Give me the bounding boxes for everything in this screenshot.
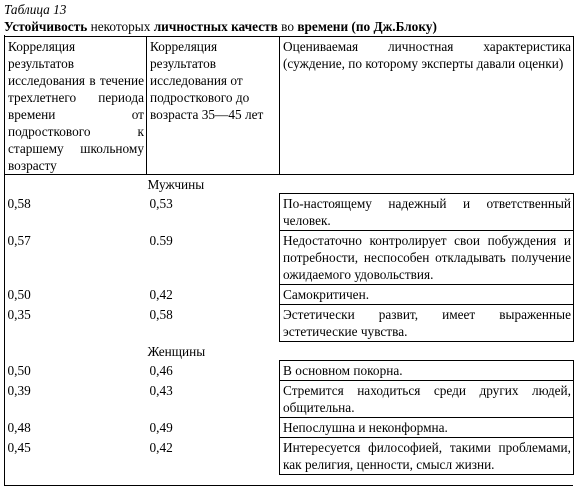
cell-characteristic: Недостаточно контролирует свои побуждения и потребности, неспособен откладывать получение ожидаемого удовольствия. [280,231,574,285]
header-row [5,37,574,175]
stability-table [4,36,574,475]
table-row [5,361,574,381]
cell-teen-to-school: 0,39 [7,382,31,398]
cell-teen-to-adult: 0,42 [149,439,173,455]
cell-teen-to-school: 0,35 [7,306,31,322]
title-part: во [277,19,298,34]
cell-characteristic: Самокритичен. [280,285,574,305]
cell-characteristic: По-настоящему надежный и ответственный человек. [280,194,574,231]
cell-characteristic: В основном покорна. [280,361,574,381]
cell-teen-to-adult: 0,43 [149,382,173,398]
title-part: некоторых [87,19,154,34]
cell-teen-to-adult: 0,49 [149,419,173,435]
cell-characteristic: Стремится находиться среди других людей, общительна. [280,381,574,418]
cell-teen-to-school: 0,50 [7,362,31,378]
section-row [5,175,574,194]
header-cell-3: Оцениваемая личностная характеристика (суждение, по которому эксперты давали оценки) [280,37,574,175]
table-caption: Таблица 13 [4,2,67,17]
table-row [5,418,574,438]
table-row [5,438,574,475]
header-cell-1: Корреляция результатов исследования в течение трехлетнего периода времени от подросткового к старшему школьному возрасту [5,37,147,175]
cell-teen-to-adult: 0,58 [149,306,173,322]
cell-characteristic: Непослушна и неконформна. [280,418,574,438]
cell-teen-to-school: 0,48 [7,419,31,435]
cell-teen-to-adult: 0,53 [149,195,173,211]
cell-teen-to-school: 0,57 [7,232,31,248]
table-row [5,305,574,342]
table-row [5,381,574,418]
header-cell-2: Корреляция результатов исследования от подросткового до возраста 35—45 лет [147,37,280,175]
cell-characteristic: Эстетически развит, имеет выраженные эстетические чувства. [280,305,574,342]
cell-teen-to-adult: 0,42 [149,286,173,302]
cell-teen-to-school: 0,50 [7,286,31,302]
section-label: Женщины [147,344,206,359]
title-part: личностных качеств [153,19,278,34]
table-row [5,231,574,285]
cell-characteristic: Интересуется философией, такими проблемами, как религия, ценности, смысл жизни. [280,438,574,475]
cell-teen-to-adult: 0.59 [149,232,173,248]
section-row [5,342,574,361]
cell-teen-to-adult: 0,46 [149,362,173,378]
table-row [5,285,574,305]
section-label: Мужчины [147,177,205,192]
table-row [5,194,574,231]
cell-teen-to-school: 0,58 [7,195,31,211]
table-title [4,18,573,35]
cell-teen-to-school: 0,45 [7,439,31,455]
title-part: времени (по Дж.Блоку) [297,19,437,34]
title-part: Устойчивость [4,19,88,34]
